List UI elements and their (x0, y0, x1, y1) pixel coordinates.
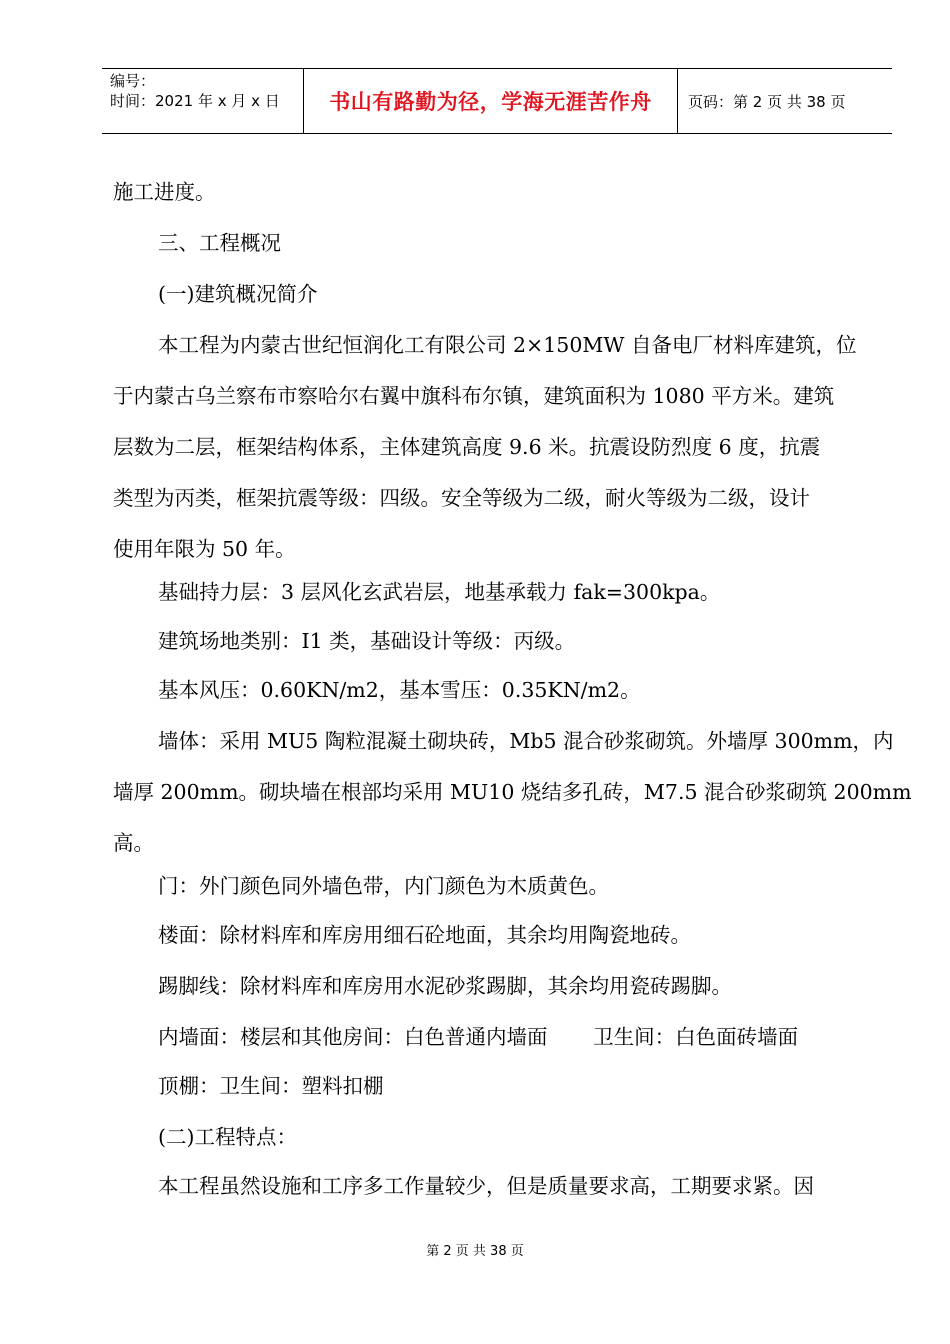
body-line: 类型为丙类，框架抗震等级：四级。安全等级为二级，耐火等级为二级，设计 (113, 486, 810, 510)
body-line: 使用年限为 50 年。 (113, 537, 296, 561)
body-line: 墙体：采用 MU5 陶粒混凝土砌块砖，Mb5 混合砂浆砌筑。外墙厚 300mm，内 (158, 729, 894, 753)
subsection-heading: (一)建筑概况简介 (158, 282, 318, 306)
header-meta-cell (102, 69, 304, 133)
body-line: 本工程为内蒙古世纪恒润化工有限公司 2×150MW 自备电厂材料库建筑，位 (158, 333, 857, 357)
body-line: 层数为二层，框架结构体系，主体建筑高度 9.6 米。抗震设防烈度 6 度，抗震 (113, 435, 821, 459)
body-line: 施工进度。 (113, 180, 216, 204)
subsection-heading: (二)工程特点： (158, 1125, 297, 1149)
body-line: 楼面：除材料库和库房用细石砼地面，其余均用陶瓷地砖。 (158, 923, 691, 947)
header-page-info: 页码：第 2 页 共 38 页 (688, 92, 846, 111)
body-line: 门：外门颜色同外墙色带，内门颜色为木质黄色。 (158, 874, 609, 898)
body-line: 高。 (113, 831, 154, 855)
document-date: 时间：2021 年 x 月 x 日 (110, 92, 280, 110)
document-number-label: 编号： (110, 72, 156, 90)
body-line: 内墙面：楼层和其他房间：白色普通内墙面 卫生间：白色面砖墙面 (158, 1025, 799, 1049)
body-line: 顶棚：卫生间：塑料扣棚 (158, 1074, 384, 1098)
body-line: 基本风压：0.60KN/m2，基本雪压：0.35KN/m2。 (158, 678, 641, 702)
header-motto: 书山有路勤为径，学海无涯苦作舟 (304, 69, 678, 133)
body-line: 基础持力层：3 层风化玄武岩层，地基承载力 fak=300kpa。 (158, 580, 721, 604)
body-line: 本工程虽然设施和工序多工作量较少，但是质量要求高，工期要求紧。因 (158, 1174, 814, 1198)
page-header (102, 68, 892, 134)
body-line: 墙厚 200mm。砌块墙在根部均采用 MU10 烧结多孔砖，M7.5 混合砂浆砌筑 200mm (113, 780, 912, 804)
body-line: 建筑场地类别：I1 类，基础设计等级：丙级。 (158, 629, 576, 653)
body-line: 于内蒙古乌兰察布市察哈尔右翼中旗科布尔镇，建筑面积为 1080 平方米。建筑 (113, 384, 835, 408)
section-heading: 三、工程概况 (158, 231, 281, 255)
page-footer: 第 2 页 共 38 页 (426, 1244, 524, 1259)
body-line: 踢脚线：除材料库和库房用水泥砂浆踢脚，其余均用瓷砖踢脚。 (158, 974, 732, 998)
